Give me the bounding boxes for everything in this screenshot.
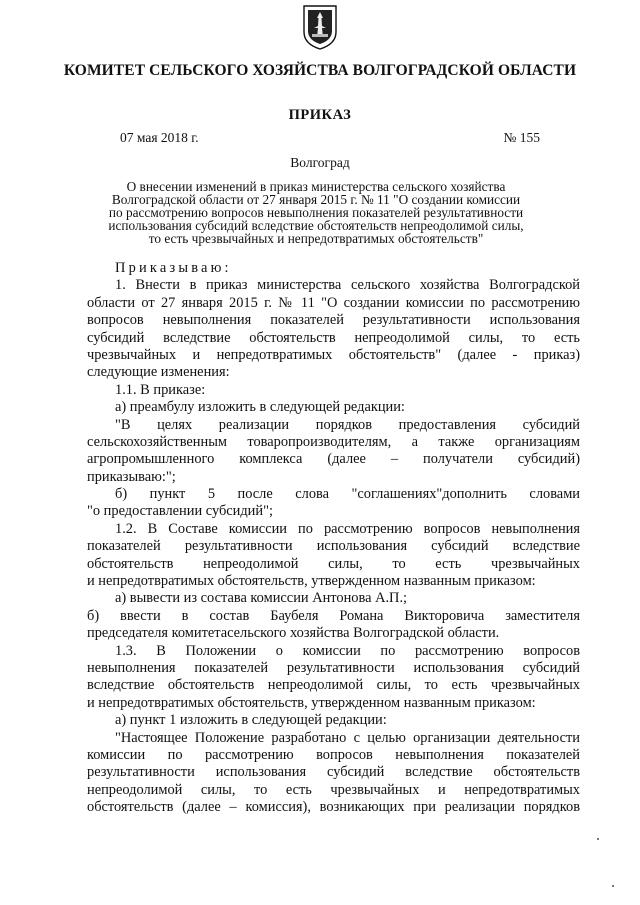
scan-speck bbox=[612, 885, 614, 887]
body-line: и непредотвратимых обстоятельств, утвержденном названным приказом: bbox=[87, 573, 536, 590]
coat-of-arms-icon bbox=[302, 4, 338, 50]
subject-line: по рассмотрению вопросов невыполнения показателей результативности bbox=[108, 205, 524, 220]
body-line: чрезвычайных и непредотвратимых обстоятельств" (далее - приказ) bbox=[87, 346, 580, 363]
body-line: обстоятельств непреодолимой силы, то есть чрезвычайных bbox=[87, 555, 580, 572]
body-line: Приказываю: bbox=[115, 260, 232, 276]
body-line: следующие изменения: bbox=[87, 364, 230, 381]
body-line: председателя комитетасельского хозяйства Волгоградской области. bbox=[87, 625, 500, 642]
subject-line: то есть чрезвычайных и непредотвратимых обстоятельств" bbox=[148, 231, 484, 246]
body-line: невыполнения показателей результативности использования субсидий bbox=[87, 659, 580, 676]
subject-line: Волгоградской области от 27 января 2015 г. № 11 "О создании комиссии bbox=[111, 192, 521, 207]
body-line: 1.2. В Составе комиссии по рассмотрению вопросов невыполнения bbox=[115, 520, 580, 537]
body-line: а) пункт 1 изложить в следующей редакции: bbox=[115, 712, 387, 729]
body-line: непреодолимой силы, то есть чрезвычайных и непредотвратимых bbox=[87, 781, 580, 798]
document-body bbox=[87, 260, 580, 817]
document-subject bbox=[96, 180, 536, 245]
body-line: результативности использования субсидий вследствие обстоятельств bbox=[87, 764, 580, 781]
body-line: 1. Внести в приказ министерства сельского хозяйства Волгоградской bbox=[115, 277, 580, 294]
body-line: "о предоставлении субсидий"; bbox=[87, 503, 273, 520]
body-line: агропромышленного комплекса (далее – получатели субсидий) bbox=[87, 451, 580, 468]
body-line: "Настоящее Положение разработано с целью организации деятельности bbox=[115, 729, 580, 746]
body-line: б) пункт 5 после слова "соглашениях"дополнить словами bbox=[115, 486, 580, 503]
body-line: а) вывести из состава комиссии Антонова А.П.; bbox=[115, 590, 408, 607]
body-line: комиссии по рассмотрению вопросов невыполнения показателей bbox=[87, 746, 580, 763]
body-line: вследствие обстоятельств непреодолимой силы, то есть чрезвычайных bbox=[87, 677, 580, 694]
body-line: а) преамбулу изложить в следующей редакции: bbox=[115, 399, 405, 416]
body-line: обстоятельств (далее – комиссия), возникающих при реализации порядков bbox=[87, 799, 580, 816]
body-line: и непредотвратимых обстоятельств, утвержденном названным приказом: bbox=[87, 694, 536, 711]
body-line: 1.3. В Положении о комиссии по рассмотрению вопросов bbox=[115, 642, 580, 659]
subject-line: использования субсидий вследствие обстоятельств непреодолимой силы, bbox=[108, 218, 524, 233]
body-line: субсидий вследствие обстоятельств непреодолимой силы, то есть bbox=[87, 329, 580, 346]
document-city: Волгоград bbox=[290, 155, 350, 170]
document-date: 07 мая 2018 г. bbox=[120, 130, 199, 145]
document-type: ПРИКАЗ bbox=[288, 107, 352, 123]
body-line: "В целях реализации порядков предоставления субсидий bbox=[115, 416, 580, 433]
body-line: б) ввести в состав Баубеля Романа Викторовича заместителя bbox=[87, 607, 580, 624]
scan-speck bbox=[597, 838, 599, 840]
body-line: сельскохозяйственным товаропроизводителям, а также организациям bbox=[87, 433, 580, 450]
body-line: вопросов невыполнения показателей результативности использования bbox=[87, 312, 580, 329]
body-line: области от 27 января 2015 г. № 11 "О создании комиссии по рассмотрению bbox=[87, 294, 580, 311]
subject-line: О внесении изменений в приказ министерства сельского хозяйства bbox=[126, 179, 506, 194]
body-line: приказываю:"; bbox=[87, 468, 176, 485]
body-line: показателей результативности использования субсидий вследствие bbox=[87, 538, 580, 555]
organization-title: КОМИТЕТ СЕЛЬСКОГО ХОЗЯЙСТВА ВОЛГОГРАДСКОЙ ОБЛАСТИ bbox=[63, 62, 577, 79]
body-line: 1.1. В приказе: bbox=[115, 381, 206, 398]
document-number: № 155 bbox=[503, 130, 540, 145]
